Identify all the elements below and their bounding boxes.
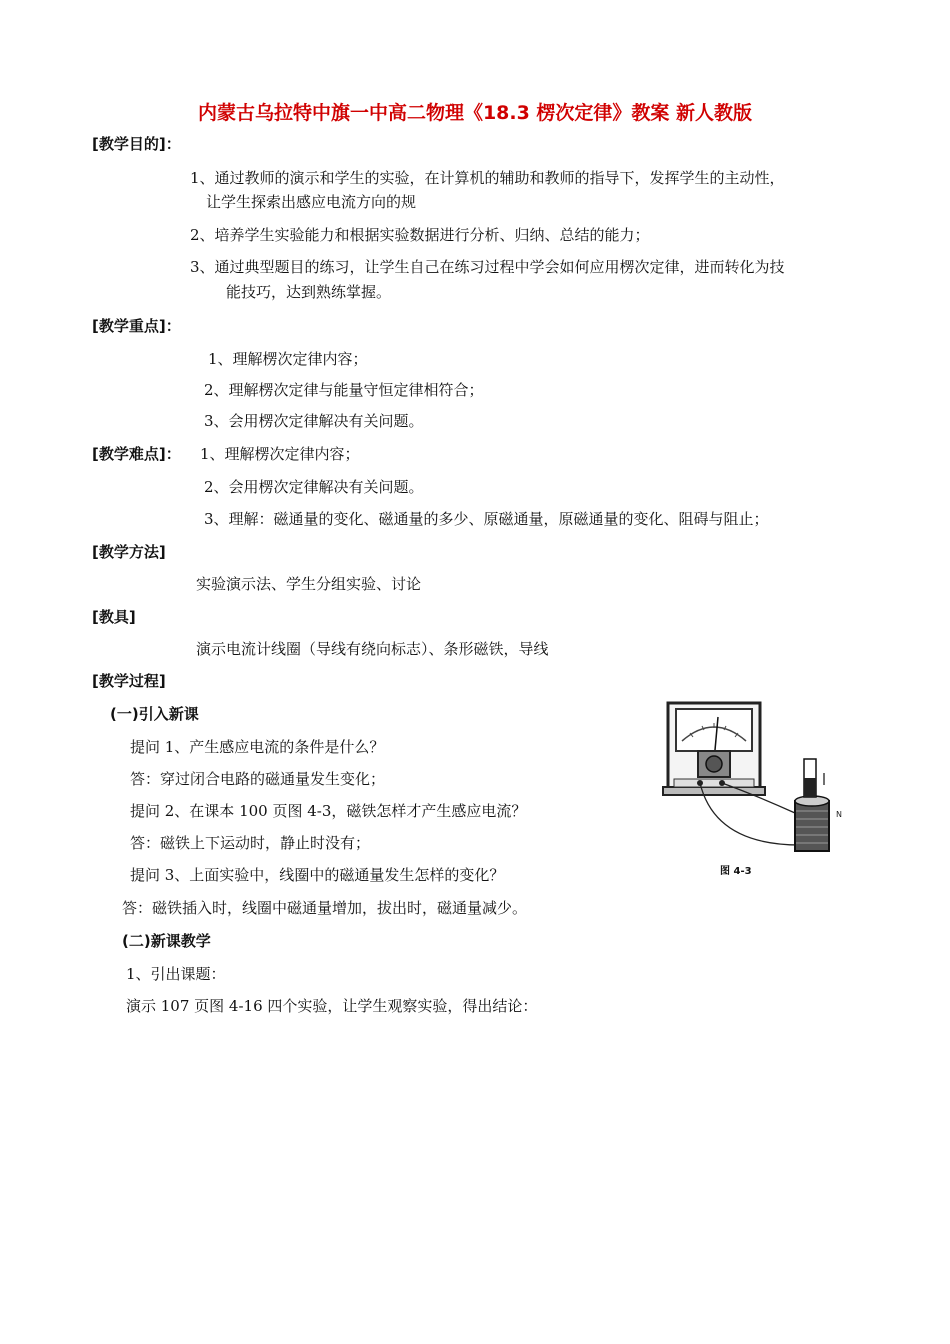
process-heading: [教学过程] xyxy=(92,672,166,690)
goals-heading: [教学目的]： xyxy=(92,135,181,153)
goal-item-2: 2、培养学生实验能力和根据实验数据进行分析、归纳、总结的能力； xyxy=(190,226,650,244)
goal-item-3-line-1: 3、通过典型题目的练习，让学生自己在练习过程中学会如何应用楞次定律，进而转化为技 xyxy=(190,258,785,276)
difficulty-3: 3、理解：磁通量的变化、磁通量的多少、原磁通量，原磁通量的变化、阻碍与阻止； xyxy=(204,510,769,528)
key-point-1: 1、理解楞次定律内容； xyxy=(208,350,368,368)
terminal-panel xyxy=(674,779,754,787)
page-title: 内蒙古乌拉特中旗一中高二物理《18.3 楞次定律》教案 新人教版 xyxy=(197,102,753,124)
bar-magnet-pole xyxy=(804,778,816,797)
meter-pivot xyxy=(706,756,722,772)
question-3: 提问 3、上面实验中，线圈中的磁通量发生怎样的变化？ xyxy=(130,866,505,884)
methods-heading: [教学方法] xyxy=(92,543,166,561)
difficulty-1: 1、理解楞次定律内容； xyxy=(200,445,360,463)
figure-caption: 图 4-3 xyxy=(720,866,752,877)
galvanometer-figure-svg xyxy=(660,695,865,885)
coil-label: N xyxy=(836,810,842,819)
question-2: 提问 2、在课本 100 页图 4-3，磁铁怎样才产生感应电流？ xyxy=(130,802,527,820)
key-point-3: 3、会用楞次定律解决有关问题。 xyxy=(204,412,424,430)
goal-item-1-line-2: 让学生探索出感应电流方向的规 xyxy=(206,193,417,211)
difficulties-heading: [教学难点]： xyxy=(92,445,181,463)
difficulty-2: 2、会用楞次定律解决有关问题。 xyxy=(204,478,424,496)
answer-2: 答：磁铁上下运动时，静止时没有； xyxy=(130,834,371,852)
answer-3: 答：磁铁插入时，线圈中磁通量增加，拔出时，磁通量减少。 xyxy=(122,899,528,917)
goal-item-1-line-1: 1、通过教师的演示和学生的实验，在计算机的辅助和教师的指导下，发挥学生的主动性， xyxy=(190,169,785,187)
answer-1: 答：穿过闭合电路的磁通量发生变化； xyxy=(130,770,386,788)
step-1: 1、引出课题： xyxy=(126,965,226,983)
question-1: 提问 1、产生感应电流的条件是什么？ xyxy=(130,738,385,756)
section-2-heading: (二)新课教学 xyxy=(122,932,211,950)
galvanometer-coil-magnet-diagram xyxy=(660,695,865,885)
tools-text: 演示电流计线圈（导线有绕向标志）、条形磁铁，导线 xyxy=(196,640,549,658)
tools-heading: [教具] xyxy=(92,608,136,626)
key-point-2: 2、理解楞次定律与能量守恒定律相符合； xyxy=(204,381,484,399)
dial-window xyxy=(676,709,752,751)
goal-item-3-line-2: 能技巧，达到熟练掌握。 xyxy=(226,283,392,301)
key-points-heading: [教学重点]： xyxy=(92,317,181,335)
demo-text: 演示 107 页图 4-16 四个实验，让学生观察实验，得出结论： xyxy=(126,997,538,1015)
section-1-heading: (一)引入新课 xyxy=(110,705,199,723)
methods-text: 实验演示法、学生分组实验、讨论 xyxy=(196,575,422,593)
